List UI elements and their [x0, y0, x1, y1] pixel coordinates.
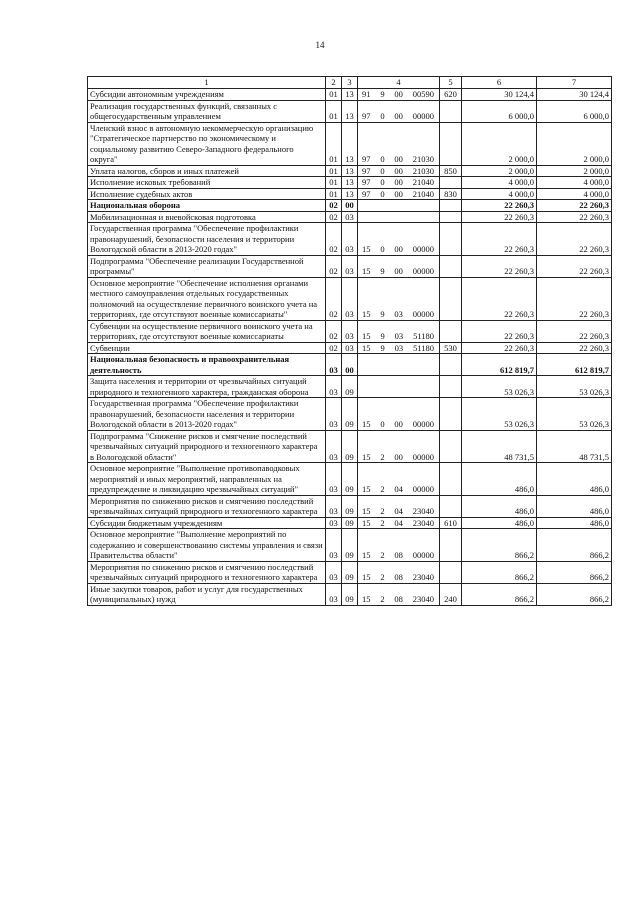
target-article-part: 2	[380, 594, 385, 604]
header-cell: 6	[462, 77, 537, 89]
row-name: Иные закупки товаров, работ и услуг для государственных (муниципальных) нужд	[88, 583, 326, 605]
row-name: Исполнение исковых требований	[88, 177, 326, 189]
target-article-part: 9	[380, 309, 385, 319]
target-article-part: 00	[394, 266, 403, 276]
target-article-part: 15	[362, 484, 371, 494]
target-article-part: 0	[380, 244, 385, 254]
section-code: 03	[326, 561, 342, 583]
target-article-part: 97	[362, 165, 371, 176]
table-row	[88, 430, 612, 463]
amount-col7: 22 260,3	[537, 277, 612, 320]
amount-col7: 486,0	[537, 517, 612, 529]
target-article-code	[358, 561, 440, 583]
amount-col6: 22 260,3	[462, 200, 537, 212]
amount-col7: 22 260,3	[537, 320, 612, 342]
target-article-part: 0	[380, 419, 385, 429]
target-article-part: 2	[380, 451, 385, 462]
target-article-part: 00	[394, 419, 403, 429]
row-name: Мероприятия по снижению рисков и смягчению последствий чрезвычайных ситуаций природного и техногенного характера	[88, 561, 326, 583]
target-article-part: 21030	[412, 154, 434, 164]
header-cell: 7	[537, 77, 612, 89]
target-article-code	[358, 320, 440, 342]
expense-type-code: 530	[440, 342, 462, 354]
target-article-part: 03	[394, 309, 403, 319]
subsection-code: 03	[342, 277, 358, 320]
row-name: Подпрограмма "Снижение рисков и смягчение последствий чрезвычайных ситуаций природного и техногенного характера в Вологодской области"	[88, 430, 326, 463]
amount-col6: 22 260,3	[462, 255, 537, 277]
amount-col7: 48 731,5	[537, 430, 612, 463]
row-name: Основное мероприятие "Выполнение противопаводковых мероприятий и иных мероприятий, направленных на предупреждение и ликвидацию чрезвычайных ситуаций"	[88, 463, 326, 496]
subsection-code: 09	[342, 495, 358, 517]
target-article-code	[358, 188, 440, 200]
target-article-part: 00	[394, 111, 403, 121]
target-article-part: 0	[380, 111, 385, 121]
amount-col6: 22 260,3	[462, 277, 537, 320]
expense-type-code	[440, 561, 462, 583]
target-article-part: 91	[362, 89, 371, 99]
section-code: 02	[326, 200, 342, 212]
table-row	[88, 517, 612, 529]
subsection-code: 09	[342, 517, 358, 529]
section-code: 02	[326, 320, 342, 342]
subsection-code: 09	[342, 561, 358, 583]
row-name: Основное мероприятие "Обеспечение исполнения органами местного самоуправления отдельных государственных полномочий на осуществление первичного воинского учета на территориях, где отсутствуют военные комиссариаты"	[88, 277, 326, 320]
subsection-code: 09	[342, 583, 358, 605]
amount-col6: 48 731,5	[462, 430, 537, 463]
expense-type-code	[440, 223, 462, 256]
target-article-code	[358, 200, 440, 212]
target-article-code	[358, 277, 440, 320]
section-code: 03	[326, 583, 342, 605]
target-article-part: 0	[380, 177, 385, 187]
table-row	[88, 354, 612, 376]
target-article-code	[358, 89, 440, 101]
amount-col7: 53 026,3	[537, 398, 612, 431]
table-row	[88, 463, 612, 496]
target-article-code	[358, 342, 440, 354]
amount-col7: 22 260,3	[537, 200, 612, 212]
section-code: 03	[326, 354, 342, 376]
subsection-code: 13	[342, 89, 358, 101]
expense-type-code	[440, 398, 462, 431]
target-article-code	[358, 177, 440, 189]
target-article-code	[358, 430, 440, 463]
expense-type-code	[440, 463, 462, 496]
amount-col6: 53 026,3	[462, 398, 537, 431]
table-row	[88, 342, 612, 354]
section-code: 03	[326, 376, 342, 398]
target-article-part: 00	[394, 451, 403, 462]
section-code: 02	[326, 277, 342, 320]
target-article-part: 08	[394, 550, 403, 560]
section-code: 03	[326, 463, 342, 496]
target-article-part: 9	[380, 266, 385, 276]
amount-col7: 866,2	[537, 561, 612, 583]
target-article-part: 03	[394, 331, 404, 341]
row-name: Реализация государственных функций, связанных с общегосударственным управлением	[88, 100, 326, 122]
expense-type-code	[440, 277, 462, 320]
target-article-part: 00	[394, 177, 403, 187]
target-article-part: 00	[394, 244, 403, 254]
amount-col6: 22 260,3	[462, 223, 537, 256]
target-article-part: 08	[394, 572, 403, 582]
target-article-part: 97	[362, 154, 371, 164]
amount-col7: 866,2	[537, 583, 612, 605]
target-article-code	[358, 495, 440, 517]
target-article-part: 00000	[412, 111, 434, 121]
table-row	[88, 177, 612, 189]
amount-col6: 22 260,3	[462, 211, 537, 223]
subsection-code: 03	[342, 342, 358, 354]
target-article-code	[358, 211, 440, 223]
section-code: 01	[326, 100, 342, 122]
target-article-part: 15	[362, 342, 371, 353]
target-article-part: 15	[362, 517, 371, 528]
section-code: 02	[326, 211, 342, 223]
row-name: Исполнение судебных актов	[88, 188, 326, 200]
target-article-part: 2	[380, 572, 385, 582]
target-article-code	[358, 583, 440, 605]
amount-col6: 30 124,4	[462, 89, 537, 101]
amount-col6: 612 819,7	[462, 354, 537, 376]
target-article-part: 00000	[412, 451, 434, 462]
table-row	[88, 89, 612, 101]
target-article-part: 00000	[412, 244, 434, 254]
target-article-part: 00	[394, 154, 403, 164]
amount-col7: 866,2	[537, 529, 612, 562]
target-article-code	[358, 255, 440, 277]
row-name: Национальная оборона	[88, 200, 326, 212]
section-code: 03	[326, 529, 342, 562]
target-article-part: 00	[394, 89, 403, 99]
amount-col6: 2 000,0	[462, 165, 537, 177]
header-cell: 1	[88, 77, 326, 89]
target-article-part: 2	[380, 484, 385, 494]
expense-type-code	[440, 200, 462, 212]
target-article-part: 15	[362, 266, 371, 276]
target-article-part: 00000	[412, 550, 434, 560]
target-article-part: 00000	[412, 484, 434, 494]
target-article-part: 00000	[412, 419, 434, 429]
amount-col6: 6 000,0	[462, 100, 537, 122]
amount-col6: 866,2	[462, 561, 537, 583]
target-article-part: 97	[362, 177, 371, 187]
amount-col6: 2 000,0	[462, 122, 537, 165]
section-code: 02	[326, 223, 342, 256]
target-article-part: 97	[362, 111, 371, 121]
subsection-code: 03	[342, 320, 358, 342]
target-article-part: 0	[380, 154, 385, 164]
target-article-code	[358, 463, 440, 496]
expense-type-code	[440, 495, 462, 517]
target-article-code	[358, 165, 440, 177]
target-article-code	[358, 223, 440, 256]
subsection-code: 13	[342, 122, 358, 165]
subsection-code: 09	[342, 430, 358, 463]
target-article-part: 23040	[412, 594, 434, 604]
expense-type-code	[440, 529, 462, 562]
section-code: 02	[326, 342, 342, 354]
expense-type-code	[440, 376, 462, 398]
table-row	[88, 255, 612, 277]
amount-col6: 53 026,3	[462, 376, 537, 398]
target-article-part: 00000	[412, 266, 434, 276]
target-article-part: 0	[380, 165, 385, 176]
table-row	[88, 277, 612, 320]
expense-type-code	[440, 320, 462, 342]
target-article-part: 23040	[412, 572, 434, 582]
section-code: 01	[326, 188, 342, 200]
target-article-part: 21040	[412, 188, 434, 199]
target-article-part: 08	[394, 594, 403, 604]
target-article-part: 04	[394, 484, 403, 494]
target-article-part: 51180	[413, 331, 434, 341]
target-article-part: 23040	[412, 517, 434, 528]
target-article-part: 15	[362, 419, 371, 429]
subsection-code: 09	[342, 376, 358, 398]
target-article-part: 2	[380, 517, 385, 528]
target-article-part: 9	[380, 342, 385, 353]
subsection-code: 13	[342, 177, 358, 189]
amount-col7: 2 000,0	[537, 165, 612, 177]
row-name: Уплата налогов, сборов и иных платежей	[88, 165, 326, 177]
subsection-code: 13	[342, 100, 358, 122]
row-name: Национальная безопасность и правоохранительная деятельность	[88, 354, 326, 376]
section-code: 03	[326, 517, 342, 529]
target-article-part: 15	[362, 572, 371, 582]
target-article-part: 15	[362, 550, 371, 560]
subsection-code: 09	[342, 398, 358, 431]
section-code: 01	[326, 89, 342, 101]
table-row	[88, 320, 612, 342]
target-article-part: 23040	[412, 506, 434, 516]
table-row	[88, 495, 612, 517]
amount-col6: 4 000,0	[462, 188, 537, 200]
subsection-code: 00	[342, 354, 358, 376]
header-cell: 2	[326, 77, 342, 89]
section-code: 01	[326, 122, 342, 165]
target-article-part: 15	[362, 506, 371, 516]
amount-col7: 4 000,0	[537, 177, 612, 189]
table-row	[88, 398, 612, 431]
amount-col7: 30 124,4	[537, 89, 612, 101]
target-article-part: 9	[380, 89, 385, 99]
subsection-code: 03	[342, 223, 358, 256]
target-article-code	[358, 398, 440, 431]
row-name: Субвенции	[88, 342, 326, 354]
table-row	[88, 223, 612, 256]
target-article-code	[358, 100, 440, 122]
target-article-part: 15	[362, 451, 371, 462]
table-row	[88, 583, 612, 605]
amount-col7: 612 819,7	[537, 354, 612, 376]
target-article-part: 15	[362, 309, 371, 319]
target-article-part: 21030	[412, 165, 434, 176]
amount-col6: 486,0	[462, 517, 537, 529]
expense-type-code	[440, 211, 462, 223]
subsection-code: 03	[342, 255, 358, 277]
target-article-part: 15	[362, 594, 371, 604]
budget-table	[87, 76, 612, 606]
header-cell: 4	[358, 77, 440, 89]
amount-col7: 22 260,3	[537, 223, 612, 256]
target-article-part: 00590	[412, 89, 434, 99]
subsection-code: 03	[342, 211, 358, 223]
header-cell: 5	[440, 77, 462, 89]
amount-col7: 22 260,3	[537, 211, 612, 223]
table-row	[88, 376, 612, 398]
table-row	[88, 165, 612, 177]
target-article-part: 04	[394, 517, 403, 528]
target-article-part: 21040	[412, 177, 434, 187]
expense-type-code: 240	[440, 583, 462, 605]
amount-col7: 486,0	[537, 463, 612, 496]
subsection-code: 13	[342, 188, 358, 200]
row-name: Членский взнос в автономную некоммерческую организацию "Стратегическое партнерство по экономическому и социальному развитию Северо-Западного федерального округа"	[88, 122, 326, 165]
target-article-code	[358, 529, 440, 562]
target-article-part: 0	[380, 188, 385, 199]
amount-col6: 486,0	[462, 495, 537, 517]
table-row	[88, 188, 612, 200]
row-name: Субсидии бюджетным учреждениям	[88, 517, 326, 529]
amount-col7: 22 260,3	[537, 342, 612, 354]
amount-col7: 2 000,0	[537, 122, 612, 165]
header-cell: 3	[342, 77, 358, 89]
target-article-part: 15	[362, 331, 371, 341]
table-header-row	[88, 77, 612, 89]
expense-type-code	[440, 177, 462, 189]
target-article-part: 2	[380, 550, 385, 560]
row-name: Субвенции на осуществление первичного воинского учета на территориях, где отсутствуют военные комиссариаты	[88, 320, 326, 342]
table-row	[88, 211, 612, 223]
page-number: 14	[315, 40, 325, 50]
target-article-part: 15	[362, 244, 371, 254]
amount-col7: 6 000,0	[537, 100, 612, 122]
amount-col6: 4 000,0	[462, 177, 537, 189]
target-article-part: 03	[394, 342, 404, 353]
expense-type-code	[440, 354, 462, 376]
subsection-code: 13	[342, 165, 358, 177]
target-article-part: 04	[394, 506, 403, 516]
row-name: Защита населения и территории от чрезвычайных ситуаций природного и техногенного характера, гражданская оборона	[88, 376, 326, 398]
target-article-code	[358, 354, 440, 376]
row-name: Мобилизационная и вневойсковая подготовка	[88, 211, 326, 223]
subsection-code: 00	[342, 200, 358, 212]
expense-type-code: 830	[440, 188, 462, 200]
target-article-code	[358, 517, 440, 529]
section-code: 03	[326, 398, 342, 431]
target-article-code	[358, 122, 440, 165]
section-code: 02	[326, 255, 342, 277]
table-row	[88, 529, 612, 562]
target-article-part: 00	[394, 188, 403, 199]
amount-col7: 4 000,0	[537, 188, 612, 200]
target-article-part: 2	[380, 506, 385, 516]
expense-type-code: 610	[440, 517, 462, 529]
amount-col6: 22 260,3	[462, 342, 537, 354]
amount-col6: 866,2	[462, 583, 537, 605]
section-code: 01	[326, 177, 342, 189]
amount-col6: 866,2	[462, 529, 537, 562]
subsection-code: 09	[342, 529, 358, 562]
row-name: Субсидии автономным учреждениям	[88, 89, 326, 101]
section-code: 01	[326, 165, 342, 177]
table-row	[88, 200, 612, 212]
expense-type-code	[440, 122, 462, 165]
row-name: Подпрограмма "Обеспечение реализации Государственной программы"	[88, 255, 326, 277]
target-article-part: 51180	[413, 342, 434, 353]
amount-col7: 486,0	[537, 495, 612, 517]
row-name: Мероприятия по снижению рисков и смягчению последствий чрезвычайных ситуаций природного и техногенного характера	[88, 495, 326, 517]
expense-type-code	[440, 100, 462, 122]
row-name: Основное мероприятие "Выполнение мероприятий по содержанию и совершенствованию системы управления и связи Правительства области"	[88, 529, 326, 562]
section-code: 03	[326, 495, 342, 517]
target-article-part: 9	[380, 331, 385, 341]
subsection-code: 09	[342, 463, 358, 496]
expense-type-code	[440, 255, 462, 277]
amount-col6: 486,0	[462, 463, 537, 496]
table-row	[88, 561, 612, 583]
target-article-code	[358, 376, 440, 398]
expense-type-code: 850	[440, 165, 462, 177]
row-name: Государственная программа "Обеспечение профилактики правонарушений, безопасности населения и территории Вологодской области в 2013-2020 годах"	[88, 223, 326, 256]
expense-type-code: 620	[440, 89, 462, 101]
target-article-part: 00	[394, 165, 403, 176]
expense-type-code	[440, 430, 462, 463]
table-row	[88, 122, 612, 165]
amount-col7: 22 260,3	[537, 255, 612, 277]
row-name: Государственная программа "Обеспечение профилактики правонарушений, безопасности населения и территории Вологодской области в 2013-2020 годах"	[88, 398, 326, 431]
amount-col6: 22 260,3	[462, 320, 537, 342]
table-row	[88, 100, 612, 122]
target-article-part: 00000	[412, 309, 434, 319]
section-code: 03	[326, 430, 342, 463]
amount-col7: 53 026,3	[537, 376, 612, 398]
target-article-part: 97	[362, 188, 371, 199]
